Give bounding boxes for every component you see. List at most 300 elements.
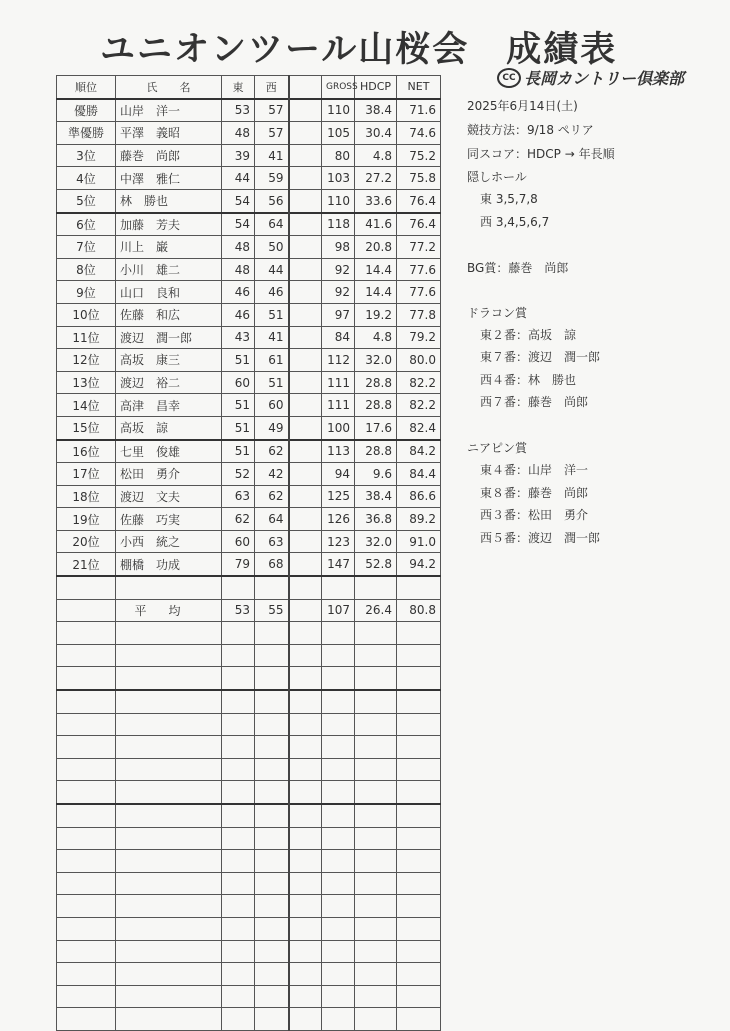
empty-cell xyxy=(289,622,322,645)
dracon-item: 西４番：林 勝也 xyxy=(480,373,577,387)
empty-cell xyxy=(355,644,397,667)
cell-west: 50 xyxy=(255,236,289,259)
empty-cell xyxy=(116,872,222,895)
empty-cell xyxy=(255,644,289,667)
empty-cell xyxy=(57,758,116,781)
empty-cell xyxy=(255,827,289,850)
empty-cell xyxy=(322,758,355,781)
event-date: 2025年6月14日(土) xyxy=(467,99,578,113)
empty-cell xyxy=(289,576,322,599)
average-label: 平均 xyxy=(116,599,222,622)
nearpin-item: 東４番：山岸 洋一 xyxy=(480,463,589,477)
dracon-title: ドラコン賞 xyxy=(467,306,528,320)
empty-cell xyxy=(57,644,116,667)
empty-cell xyxy=(255,850,289,873)
empty-cell xyxy=(116,713,222,736)
empty-cell xyxy=(57,850,116,873)
table-row xyxy=(57,394,441,417)
cell-name: 渡辺 潤一郎 xyxy=(116,326,222,349)
empty-cell xyxy=(57,576,116,599)
table-row xyxy=(57,440,441,463)
nearpin-item: 東８番：藤巻 尚郎 xyxy=(480,486,589,500)
cell-net: 94.2 xyxy=(397,553,441,576)
empty-cell xyxy=(397,827,441,850)
empty-cell xyxy=(222,827,255,850)
empty-cell xyxy=(222,1008,255,1031)
empty-cell xyxy=(255,917,289,940)
cell-west: 64 xyxy=(255,213,289,236)
empty-cell xyxy=(322,827,355,850)
empty-cell xyxy=(397,985,441,1008)
table-row xyxy=(57,371,441,394)
empty-cell xyxy=(57,827,116,850)
cell-net: 77.2 xyxy=(397,236,441,259)
cell-west: 68 xyxy=(255,553,289,576)
empty-row xyxy=(57,781,441,804)
cell-blank xyxy=(289,463,322,486)
cell-net: 76.4 xyxy=(397,213,441,236)
table-row xyxy=(57,167,441,190)
average-blank xyxy=(57,599,116,622)
cell-west: 51 xyxy=(255,303,289,326)
cell-hdcp: 9.6 xyxy=(355,463,397,486)
empty-cell xyxy=(322,644,355,667)
cell-gross: 147 xyxy=(322,553,355,576)
cell-name: 渡辺 裕二 xyxy=(116,371,222,394)
empty-cell xyxy=(289,895,322,918)
empty-cell xyxy=(222,963,255,986)
empty-cell xyxy=(322,690,355,713)
empty-cell xyxy=(289,644,322,667)
empty-cell xyxy=(222,872,255,895)
empty-row xyxy=(57,622,441,645)
empty-cell xyxy=(322,1008,355,1031)
empty-cell xyxy=(255,667,289,690)
empty-cell xyxy=(116,690,222,713)
empty-cell xyxy=(397,713,441,736)
hidden-holes-east: 東 3,5,7,8 xyxy=(480,192,538,206)
empty-cell xyxy=(355,622,397,645)
cell-hdcp: 52.8 xyxy=(355,553,397,576)
cell-west: 64 xyxy=(255,508,289,531)
cell-east: 79 xyxy=(222,553,255,576)
empty-cell xyxy=(116,758,222,781)
empty-cell xyxy=(57,781,116,804)
empty-cell xyxy=(222,781,255,804)
empty-cell xyxy=(355,690,397,713)
nearpin-item: 西５番：渡辺 潤一郎 xyxy=(480,531,601,545)
cell-east: 43 xyxy=(222,326,255,349)
empty-cell xyxy=(57,1008,116,1031)
empty-row xyxy=(57,576,441,599)
cell-rank: 17位 xyxy=(57,463,116,486)
empty-cell xyxy=(116,827,222,850)
cell-east: 54 xyxy=(222,213,255,236)
cell-west: 44 xyxy=(255,258,289,281)
cell-gross: 92 xyxy=(322,258,355,281)
table-row xyxy=(57,463,441,486)
empty-cell xyxy=(57,940,116,963)
table-row xyxy=(57,189,441,212)
cell-gross: 94 xyxy=(322,463,355,486)
empty-cell xyxy=(322,872,355,895)
cell-hdcp: 38.4 xyxy=(355,485,397,508)
cell-east: 60 xyxy=(222,371,255,394)
cell-hdcp: 38.4 xyxy=(355,99,397,122)
header-west: 西 xyxy=(255,76,289,99)
cell-blank xyxy=(289,167,322,190)
cell-east: 62 xyxy=(222,508,255,531)
cell-net: 77.6 xyxy=(397,281,441,304)
empty-row xyxy=(57,690,441,713)
cell-east: 48 xyxy=(222,258,255,281)
empty-cell xyxy=(322,713,355,736)
bg-award: BG賞：藤巻 尚郎 xyxy=(467,261,569,275)
empty-cell xyxy=(289,940,322,963)
empty-cell xyxy=(116,985,222,1008)
table-row xyxy=(57,485,441,508)
empty-cell xyxy=(116,781,222,804)
cell-net: 82.2 xyxy=(397,371,441,394)
table-row xyxy=(57,349,441,372)
competition-method: 競技方法：9/18 ペリア xyxy=(467,123,594,137)
cell-blank xyxy=(289,236,322,259)
cell-rank: 19位 xyxy=(57,508,116,531)
header-east: 東 xyxy=(222,76,255,99)
cell-gross: 111 xyxy=(322,394,355,417)
cell-blank xyxy=(289,326,322,349)
empty-row xyxy=(57,850,441,873)
table-row xyxy=(57,416,441,439)
empty-cell xyxy=(57,667,116,690)
empty-cell xyxy=(397,963,441,986)
empty-cell xyxy=(322,622,355,645)
cell-east: 46 xyxy=(222,281,255,304)
empty-cell xyxy=(355,781,397,804)
empty-cell xyxy=(116,940,222,963)
empty-cell xyxy=(222,850,255,873)
cell-rank: 21位 xyxy=(57,553,116,576)
header-blank xyxy=(289,76,322,99)
empty-cell xyxy=(397,940,441,963)
cell-rank: 20位 xyxy=(57,530,116,553)
cell-hdcp: 36.8 xyxy=(355,508,397,531)
table-row xyxy=(57,553,441,576)
dracon-item: 西７番：藤巻 尚郎 xyxy=(480,395,589,409)
cell-net: 79.2 xyxy=(397,326,441,349)
cell-east: 39 xyxy=(222,144,255,167)
cell-rank: 11位 xyxy=(57,326,116,349)
cell-name: 山口 良和 xyxy=(116,281,222,304)
cell-hdcp: 28.8 xyxy=(355,440,397,463)
cell-name: 松田 勇介 xyxy=(116,463,222,486)
empty-row xyxy=(57,917,441,940)
cell-rank: 9位 xyxy=(57,281,116,304)
empty-cell xyxy=(289,872,322,895)
empty-cell xyxy=(397,804,441,827)
cell-gross: 112 xyxy=(322,349,355,372)
empty-cell xyxy=(255,758,289,781)
empty-cell xyxy=(322,804,355,827)
empty-cell xyxy=(397,622,441,645)
cell-west: 51 xyxy=(255,371,289,394)
cell-name: 佐藤 和広 xyxy=(116,303,222,326)
cell-rank: 10位 xyxy=(57,303,116,326)
dracon-item: 東２番：高坂 諒 xyxy=(480,328,577,342)
cell-net: 76.4 xyxy=(397,189,441,212)
club-name: 長岡カントリー倶楽部 xyxy=(524,69,685,88)
empty-cell xyxy=(255,781,289,804)
empty-cell xyxy=(255,713,289,736)
cell-east: 54 xyxy=(222,189,255,212)
cell-hdcp: 14.4 xyxy=(355,281,397,304)
empty-cell xyxy=(289,850,322,873)
empty-cell xyxy=(222,736,255,759)
empty-cell xyxy=(355,895,397,918)
empty-row xyxy=(57,667,441,690)
cell-blank xyxy=(289,508,322,531)
cell-gross: 97 xyxy=(322,303,355,326)
cell-name: 加藤 芳夫 xyxy=(116,213,222,236)
club-logo xyxy=(497,66,684,89)
cell-gross: 103 xyxy=(322,167,355,190)
cell-net: 84.2 xyxy=(397,440,441,463)
empty-cell xyxy=(289,736,322,759)
cell-gross: 110 xyxy=(322,189,355,212)
cell-name: 川上 巌 xyxy=(116,236,222,259)
empty-cell xyxy=(322,963,355,986)
cell-rank: 18位 xyxy=(57,485,116,508)
table-row xyxy=(57,326,441,349)
empty-cell xyxy=(222,690,255,713)
cell-west: 62 xyxy=(255,440,289,463)
hidden-holes-title: 隠しホール xyxy=(467,170,527,184)
empty-cell xyxy=(222,895,255,918)
empty-cell xyxy=(397,576,441,599)
cell-gross: 80 xyxy=(322,144,355,167)
empty-row xyxy=(57,963,441,986)
empty-cell xyxy=(355,736,397,759)
cell-gross: 105 xyxy=(322,122,355,145)
empty-cell xyxy=(222,985,255,1008)
empty-cell xyxy=(57,917,116,940)
empty-row xyxy=(57,827,441,850)
table-row xyxy=(57,236,441,259)
empty-cell xyxy=(57,736,116,759)
cell-hdcp: 28.8 xyxy=(355,394,397,417)
table-row xyxy=(57,213,441,236)
empty-cell xyxy=(116,850,222,873)
empty-cell xyxy=(255,872,289,895)
hidden-holes-west: 西 3,4,5,6,7 xyxy=(480,215,550,229)
cell-name: 棚橋 功成 xyxy=(116,553,222,576)
empty-cell xyxy=(397,690,441,713)
empty-cell xyxy=(57,622,116,645)
cell-blank xyxy=(289,485,322,508)
cell-west: 49 xyxy=(255,416,289,439)
cell-gross: 123 xyxy=(322,530,355,553)
empty-cell xyxy=(322,576,355,599)
cell-gross: 92 xyxy=(322,281,355,304)
cell-name: 高津 昌幸 xyxy=(116,394,222,417)
cell-rank: 6位 xyxy=(57,213,116,236)
cell-east: 44 xyxy=(222,167,255,190)
empty-cell xyxy=(397,667,441,690)
cell-west: 60 xyxy=(255,394,289,417)
cell-east: 51 xyxy=(222,416,255,439)
empty-cell xyxy=(397,895,441,918)
empty-cell xyxy=(255,1008,289,1031)
empty-cell xyxy=(289,804,322,827)
empty-row xyxy=(57,758,441,781)
empty-cell xyxy=(116,895,222,918)
cell-name: 七里 俊雄 xyxy=(116,440,222,463)
cell-east: 60 xyxy=(222,530,255,553)
cell-west: 46 xyxy=(255,281,289,304)
table-row xyxy=(57,122,441,145)
cell-hdcp: 17.6 xyxy=(355,416,397,439)
average-west: 55 xyxy=(255,599,289,622)
cell-blank xyxy=(289,258,322,281)
empty-cell xyxy=(222,804,255,827)
cell-name: 林 勝也 xyxy=(116,189,222,212)
empty-cell xyxy=(322,895,355,918)
header-net: NET xyxy=(397,76,441,99)
empty-cell xyxy=(222,940,255,963)
empty-cell xyxy=(355,985,397,1008)
empty-cell xyxy=(397,781,441,804)
cell-name: 高坂 康三 xyxy=(116,349,222,372)
cell-blank xyxy=(289,213,322,236)
empty-cell xyxy=(289,667,322,690)
table-row xyxy=(57,303,441,326)
average-gross: 107 xyxy=(322,599,355,622)
cell-blank xyxy=(289,99,322,122)
cell-gross: 126 xyxy=(322,508,355,531)
cell-rank: 5位 xyxy=(57,189,116,212)
cell-hdcp: 32.0 xyxy=(355,530,397,553)
cell-rank: 8位 xyxy=(57,258,116,281)
cell-name: 中澤 雅仁 xyxy=(116,167,222,190)
cell-east: 48 xyxy=(222,122,255,145)
empty-cell xyxy=(255,963,289,986)
cell-rank: 3位 xyxy=(57,144,116,167)
cell-rank: 15位 xyxy=(57,416,116,439)
cell-west: 59 xyxy=(255,167,289,190)
cell-net: 77.6 xyxy=(397,258,441,281)
empty-cell xyxy=(289,963,322,986)
cell-hdcp: 41.6 xyxy=(355,213,397,236)
empty-cell xyxy=(322,985,355,1008)
empty-cell xyxy=(116,1008,222,1031)
table-row xyxy=(57,530,441,553)
table-row xyxy=(57,258,441,281)
cell-rank: 4位 xyxy=(57,167,116,190)
cell-east: 51 xyxy=(222,349,255,372)
table-header-row xyxy=(57,76,441,99)
empty-cell xyxy=(57,895,116,918)
empty-cell xyxy=(397,644,441,667)
cell-west: 61 xyxy=(255,349,289,372)
empty-cell xyxy=(289,917,322,940)
cell-west: 57 xyxy=(255,122,289,145)
cell-gross: 110 xyxy=(322,99,355,122)
empty-cell xyxy=(116,963,222,986)
empty-cell xyxy=(322,850,355,873)
cell-rank: 12位 xyxy=(57,349,116,372)
cell-name: 小西 統之 xyxy=(116,530,222,553)
average-row xyxy=(57,599,441,622)
cell-west: 57 xyxy=(255,99,289,122)
club-logo-icon: CC xyxy=(497,68,521,88)
cell-rank: 準優勝 xyxy=(57,122,116,145)
dracon-item: 東７番：渡辺 潤一郎 xyxy=(480,350,601,364)
empty-cell xyxy=(289,781,322,804)
cell-net: 77.8 xyxy=(397,303,441,326)
cell-rank: 7位 xyxy=(57,236,116,259)
empty-cell xyxy=(255,622,289,645)
empty-row xyxy=(57,644,441,667)
cell-name: 渡辺 文夫 xyxy=(116,485,222,508)
empty-cell xyxy=(355,917,397,940)
empty-cell xyxy=(222,644,255,667)
cell-hdcp: 4.8 xyxy=(355,326,397,349)
cell-gross: 118 xyxy=(322,213,355,236)
empty-cell xyxy=(57,690,116,713)
cell-blank xyxy=(289,281,322,304)
score-table xyxy=(56,75,441,1031)
cell-rank: 16位 xyxy=(57,440,116,463)
table-row xyxy=(57,144,441,167)
header-rank: 順位 xyxy=(57,76,116,99)
cell-blank xyxy=(289,440,322,463)
cell-name: 佐藤 巧実 xyxy=(116,508,222,531)
cell-blank xyxy=(289,416,322,439)
empty-cell xyxy=(355,804,397,827)
empty-cell xyxy=(289,1008,322,1031)
cell-blank xyxy=(289,303,322,326)
empty-cell xyxy=(322,736,355,759)
cell-gross: 84 xyxy=(322,326,355,349)
cell-net: 91.0 xyxy=(397,530,441,553)
empty-cell xyxy=(355,827,397,850)
nearpin-item: 西３番：松田 勇介 xyxy=(480,508,589,522)
empty-row xyxy=(57,736,441,759)
cell-hdcp: 30.4 xyxy=(355,122,397,145)
empty-cell xyxy=(116,622,222,645)
cell-name: 藤巻 尚郎 xyxy=(116,144,222,167)
cell-hdcp: 28.8 xyxy=(355,371,397,394)
empty-cell xyxy=(57,985,116,1008)
cell-east: 52 xyxy=(222,463,255,486)
average-east: 53 xyxy=(222,599,255,622)
cell-net: 80.0 xyxy=(397,349,441,372)
page-title: ユニオンツール山桜会 成績表 xyxy=(100,30,618,70)
empty-row xyxy=(57,1008,441,1031)
empty-cell xyxy=(289,758,322,781)
empty-cell xyxy=(116,667,222,690)
empty-cell xyxy=(397,917,441,940)
empty-cell xyxy=(116,576,222,599)
table-row xyxy=(57,281,441,304)
empty-row xyxy=(57,895,441,918)
cell-west: 62 xyxy=(255,485,289,508)
empty-cell xyxy=(255,895,289,918)
cell-net: 75.8 xyxy=(397,167,441,190)
empty-cell xyxy=(355,667,397,690)
cell-net: 74.6 xyxy=(397,122,441,145)
cell-gross: 125 xyxy=(322,485,355,508)
